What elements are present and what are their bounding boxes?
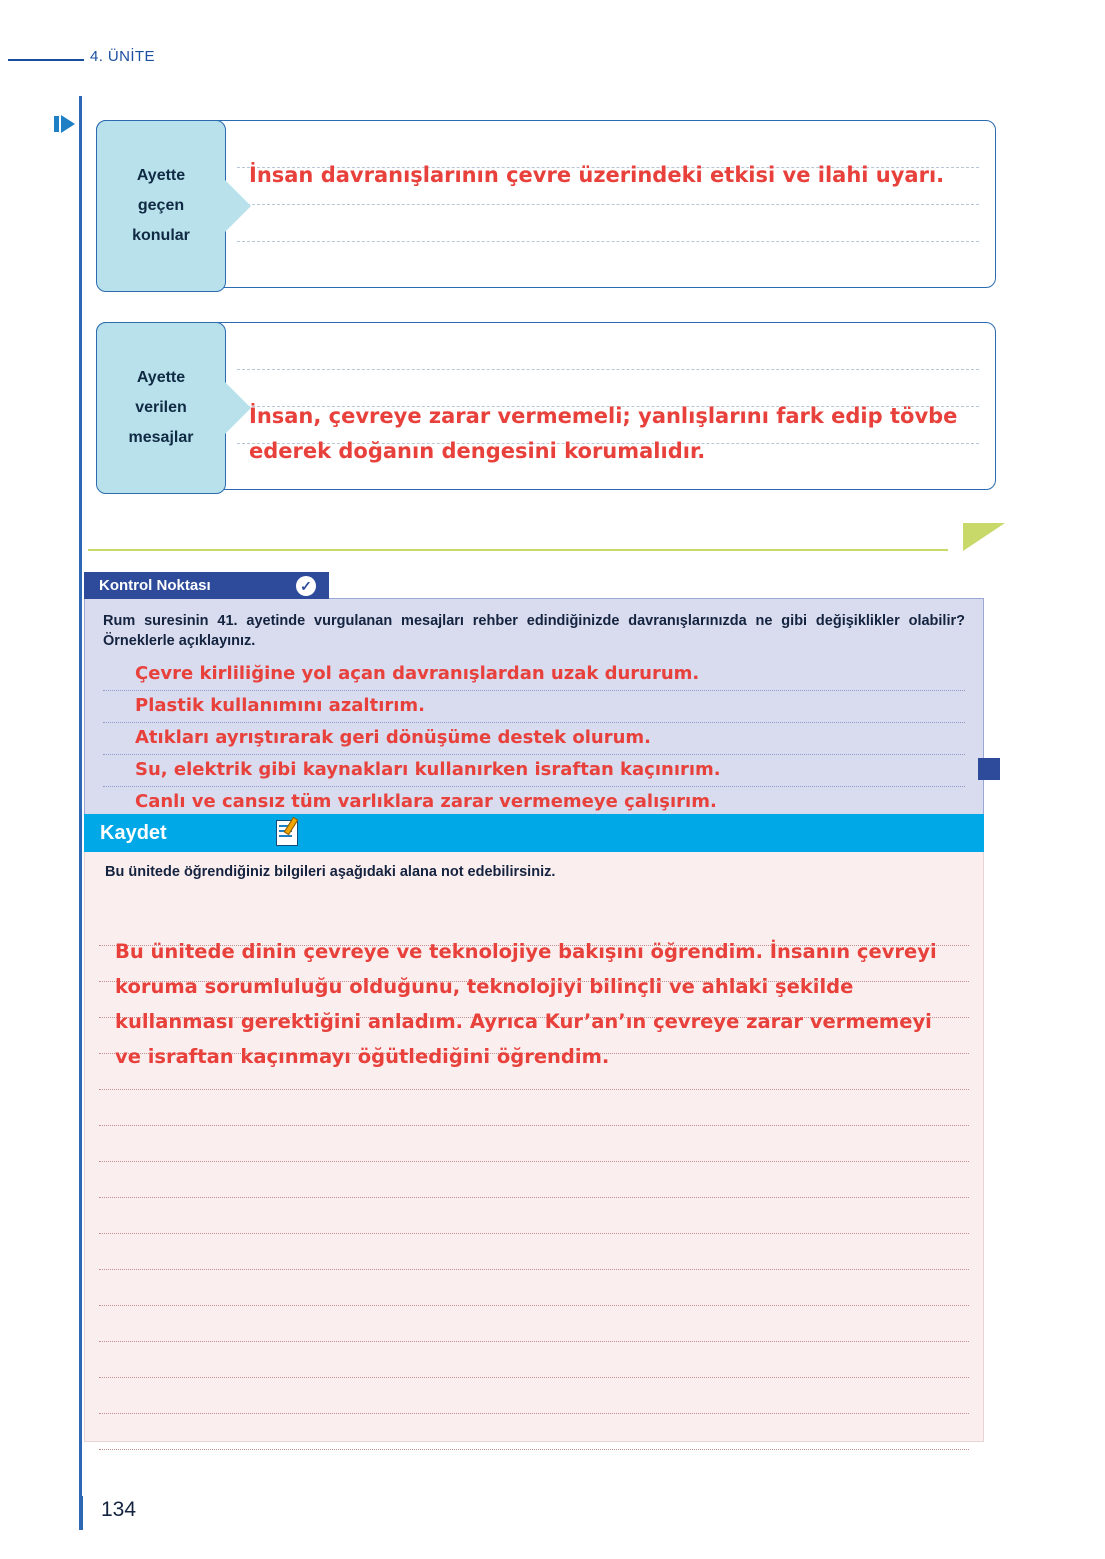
- callout-tab-line-1: Ayette: [136, 369, 186, 386]
- corner-wedge-decoration: [963, 523, 1005, 551]
- left-spine-decoration: [79, 96, 82, 1496]
- kaydet-body: [84, 852, 984, 1442]
- callout-box-ayette-gecen-konular: [96, 120, 996, 288]
- kaydet-title: Kaydet: [100, 821, 167, 844]
- note-line: [99, 1342, 969, 1378]
- answer-line: Su, elektrik gibi kaynakları kullanırken israftan kaçınırım.: [103, 755, 965, 787]
- kontrol-noktasi-question: Rum suresinin 41. ayetinde vurgulanan mesajları rehber edindiğinizde davranışlarınızda ne gibi değişiklikler olabilir? Örneklerle açıklayınız.: [103, 613, 965, 649]
- note-line: [99, 1306, 969, 1342]
- answer-line: Canlı ve cansız tüm varlıklara zarar vermemeye çalışırım.: [135, 791, 717, 812]
- kaydet-handwritten-note: Bu ünitede dinin çevreye ve teknolojiye bakışını öğrendim. İnsanın çevreyi koruma sorumluluğu olduğunu, teknolojiyi bilinçli ve ahlaki şekilde kullanması gerektiğini anladım. Ayrıca Kur’an’ın çevreye zarar vermemeyi ve israftan kaçınmayı öğütlediğini öğrendim.: [115, 940, 937, 1068]
- dashed-line: [237, 205, 979, 242]
- page-number: 134: [101, 1498, 137, 1521]
- kaydet-header: [84, 814, 984, 852]
- note-line: [99, 1378, 969, 1414]
- note-line: [99, 1270, 969, 1306]
- callout-tab-label: [96, 322, 226, 494]
- note-line: [99, 1162, 969, 1198]
- note-line: [99, 1090, 969, 1126]
- note-line: [99, 1414, 969, 1450]
- kontrol-noktasi-section: [84, 572, 984, 826]
- callout-tab-line-1: Ayette: [136, 167, 186, 184]
- arrow-right-icon: [54, 115, 80, 135]
- kontrol-noktasi-body: [84, 598, 984, 826]
- answer-line: Çevre kirliliğine yol açan davranışlardan uzak dururum.: [103, 659, 965, 691]
- check-circle-icon: ✓: [296, 576, 316, 596]
- unit-label: 4. ÜNİTE: [90, 48, 155, 65]
- dashed-line: [237, 333, 979, 370]
- blue-square-decoration: [978, 758, 1000, 780]
- callout-handwritten-answer: İnsan, çevreye zarar vermemeli; yanlışlarını fark edip tövbe ederek doğanın dengesini korumalıdır.: [249, 404, 958, 463]
- answer-line: Plastik kullanımını azaltırım.: [103, 691, 965, 723]
- callout-writing-area[interactable]: [237, 131, 979, 277]
- callout-handwritten-answer: İnsan davranışlarının çevre üzerindeki etkisi ve ilahi uyarı.: [249, 163, 945, 187]
- page-header: [0, 48, 1105, 72]
- callout-tab-line-2: geçen: [137, 197, 185, 214]
- kontrol-noktasi-header: [84, 572, 329, 599]
- section-divider: [88, 549, 948, 551]
- header-rule: [8, 59, 84, 61]
- callout-tab-label: [96, 120, 226, 292]
- kaydet-instruction: Bu ünitede öğrendiğiniz bilgileri aşağıdaki alana not edebilirsiniz.: [105, 864, 556, 880]
- callout-tab-line-3: mesajlar: [128, 429, 194, 446]
- dashed-line: [237, 242, 979, 279]
- kontrol-noktasi-title: Kontrol Noktası: [99, 577, 211, 594]
- kontrol-noktasi-answer-lines[interactable]: [103, 659, 965, 819]
- note-line: [99, 1198, 969, 1234]
- note-line: [99, 1126, 969, 1162]
- callout-tab-line-3: konular: [132, 227, 190, 244]
- answer-line: Atıkları ayrıştırarak geri dönüşüme destek olurum.: [103, 723, 965, 755]
- note-pen-icon: [274, 818, 304, 848]
- callout-box-ayette-verilen-mesajlar: [96, 322, 996, 490]
- note-line: [99, 1234, 969, 1270]
- footer-rule: [79, 1496, 83, 1530]
- callout-tab-line-2: verilen: [135, 399, 187, 416]
